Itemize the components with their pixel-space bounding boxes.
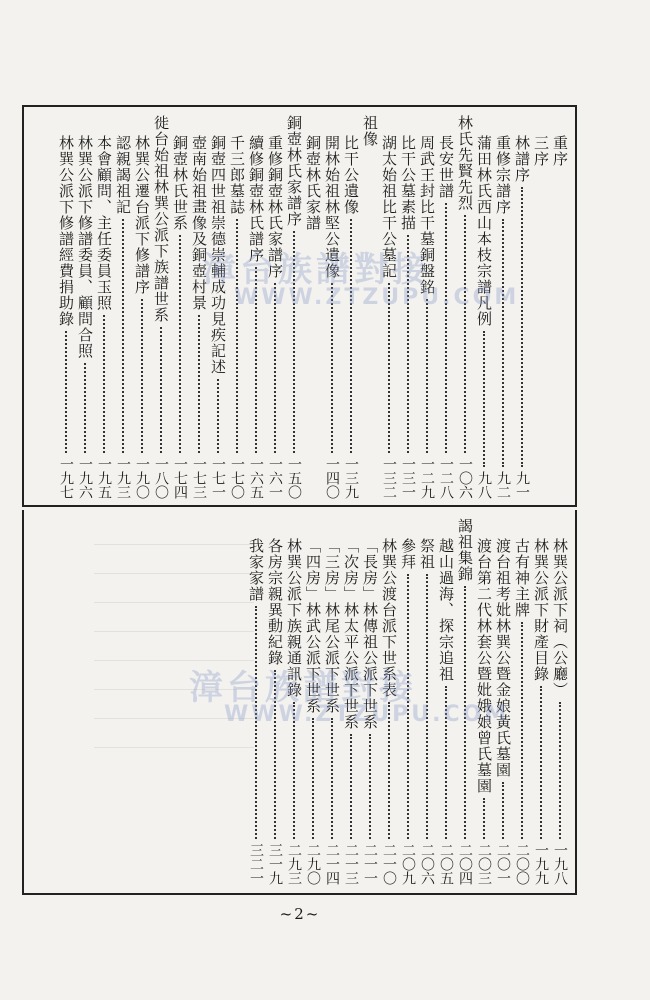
toc-entry [512,518,531,885]
toc-entry-page: 二一三 [343,843,359,885]
toc-entry-title: 續修銅壺林氏譜序 [247,135,265,263]
toc-entry-title: 林氏先賢先烈 [456,115,474,211]
toc-entry-title: 三序 [532,135,550,167]
toc-entry-title: 「三房」林尾公派下世系 [323,538,341,714]
toc-dot-leader [65,331,67,453]
toc-entry-page: 一九〇 [134,457,150,499]
toc-entry [75,115,94,499]
toc-dot-leader [331,718,333,839]
toc-entry-page: 一三九 [343,457,359,499]
toc-entry-page: 二〇五 [438,843,454,885]
toc-entry-page: 二〇一 [495,843,511,885]
watermark-bottom-sub: WWW.ZTZUPU.COM [224,702,510,727]
toc-entry-title: 我家家譜 [247,538,265,602]
toc-entry [132,115,151,499]
toc-entry-title: 各房宗親異動紀錄 [266,538,284,666]
toc-dot-leader [502,219,504,467]
toc-dot-leader [160,327,162,453]
toc-entry-title: 銅壺林氏家譜 [304,135,322,231]
toc-entry [208,115,227,499]
toc-entry-page: 三二一 [248,843,264,885]
toc-entry-page: 九八 [476,471,492,499]
toc-entry-page: 一九五 [96,457,112,499]
toc-entry-page: 三一九 [267,843,283,885]
toc-entry-page: 二〇〇 [514,843,530,885]
watermark-bottom: 漳台族譜對接 [189,668,417,708]
toc-entry-page: 二〇四 [457,843,473,885]
toc-dot-leader [198,315,200,453]
toc-entry [189,115,208,499]
toc-dot-leader [122,219,124,453]
toc-dot-leader [179,235,181,453]
toc-entry-title: 渡台第二代林套公暨妣娥娘曾氏墓園 [475,538,493,794]
toc-entry-title: 祖像 [361,115,379,147]
toc-entry-page: 二一四 [324,843,340,885]
toc-entry-page: 一〇六 [457,457,473,499]
toc-entry-page: 九二 [495,471,511,499]
page-number: ~2~ [279,905,321,923]
toc-dot-leader [312,718,314,839]
toc-entry [151,115,170,499]
toc-entry-title: 林巽公派下修譜經費捐助錄 [57,135,75,327]
toc-entry-page: 二一一 [362,843,378,885]
toc-entry-title: 比干公遺像 [342,135,360,215]
toc-dot-leader [217,379,219,453]
toc-entry [170,115,189,499]
toc-entry [94,115,113,499]
toc-entry-page: 一二九 [419,457,435,499]
toc-entry-title: 祭祖 [418,538,436,570]
toc-entry [550,518,569,885]
toc-entry-title: 古有神主牌 [513,538,531,618]
toc-entry-page: 一九六 [77,457,93,499]
toc-entry-page: 一二八 [438,457,454,499]
toc-entry-page: 一九九 [533,843,549,885]
toc-entry-title: 重修宗譜序 [494,135,512,215]
toc-entry [56,115,75,499]
toc-entry-title: 銅壺林氏家譜序 [285,115,303,227]
toc-entry-page: 二一〇 [381,843,397,885]
toc-entry-title: 銅壺四世祖崇德崇輔成功見疾記述 [209,135,227,375]
toc-dot-leader [521,622,523,839]
toc-dot-leader [483,331,485,467]
toc-entry-page: 一九七 [58,457,74,499]
toc-entry-page: 九一 [514,471,530,499]
toc-entry-title: 越山過海、探宗追祖 [437,538,455,682]
toc-entry-title: 壺南始祖畫像及銅壺村景 [190,135,208,311]
panel-divider [22,505,577,507]
toc-top-panel [22,105,577,507]
toc-entry-title: 比干公墓素描 [399,135,417,231]
toc-entry-page: 二九〇 [305,843,321,885]
toc-entry [531,518,550,885]
toc-entry-page: 一七〇 [229,457,245,499]
toc-dot-leader [84,363,86,453]
toc-entry-page: 一八〇 [153,457,169,499]
toc-entry-title: 「次房」林太平公派下世系 [342,538,360,730]
watermark-top: 漳台族譜對接 [202,250,430,290]
toc-entry-title: 周武王封比干墓銅盤銘 [418,135,436,295]
toc-dot-leader [141,299,143,453]
toc-entry-title: 長安世譜 [437,135,455,199]
toc-entry [550,115,569,499]
toc-entry-page: 二〇九 [400,843,416,885]
toc-entry-page: 一九三 [115,457,131,499]
toc-entry-page: 一三一 [400,457,416,499]
toc-entry-title: 林巽公渡台派下世系表 [380,538,398,698]
toc-entry-title: 本會顧問、主任委員玉照 [95,135,113,311]
toc-entry-title: 「長房」林傳祖公派下世系 [361,538,379,730]
toc-entry-page: 一九八 [552,843,568,885]
toc-dot-leader [426,299,428,453]
toc-entry-title: 重序 [551,135,569,167]
toc-entry-title: 林巽公遷台派下修譜序 [133,135,151,295]
toc-dot-leader [521,187,523,467]
toc-entry-title: 林巽公派下修譜委員、顧問合照 [76,135,94,359]
toc-entry-title: 開林始祖林堅公遺像 [323,135,341,279]
toc-entry-title: 蒲田林氏西山本枝宗譜凡例 [475,135,493,327]
toc-entry-page: 一七四 [172,457,188,499]
toc-entry-title: 林巽公派下財產目錄 [532,538,550,682]
toc-entry-title: 認親謁祖記 [114,135,132,215]
toc-entry-page: 二〇六 [419,843,435,885]
toc-entry-page: 一六一 [267,457,283,499]
toc-entry [531,115,550,499]
toc-dot-leader [103,315,105,453]
toc-entry-page: 一七三 [191,457,207,499]
toc-entry-title: 湖太始祖比干公墓記 [380,135,398,279]
toc-dot-leader [464,215,466,453]
toc-bottom-panel [22,510,577,895]
watermark-top-sub: WWW.ZTZUPU.COM [234,285,520,310]
toc-entry-page: 一四〇 [324,457,340,499]
toc-dot-leader [350,734,352,839]
toc-entry-title: 「四房」林武公派下世系 [304,538,322,714]
toc-entry-page: 一六五 [248,457,264,499]
toc-entry-title: 徙台始祖林巽公派下族譜世系 [152,115,170,323]
toc-dot-leader [559,702,561,839]
toc-entry-page: 一七一 [210,457,226,499]
toc-entry-title: 謁祖集錦 [456,518,474,582]
toc-entry-title: 林譜序 [513,135,531,183]
toc-entry-title: 渡台祖考妣林巽公暨金娘黃氏墓園 [494,538,512,778]
toc-dot-leader [369,734,371,839]
toc-entry-page: 二九三 [286,843,302,885]
toc-entry-page: 二〇三 [476,843,492,885]
toc-dot-leader [445,203,447,453]
toc-entry-title: 銅壺林氏世系 [171,135,189,231]
toc-entry-page: 一三二 [381,457,397,499]
toc-entry-page: 一五〇 [286,457,302,499]
toc-dot-leader [540,686,542,839]
toc-entry-title: 重修銅壺林氏家譜序 [266,135,284,279]
toc-entry [113,115,132,499]
toc-entry-title: 林巽公派下族親通訊錄 [285,538,303,698]
toc-entry-title: 千三郎墓誌 [228,135,246,215]
toc-dot-leader [483,798,485,839]
toc-entry-title: 林巽公派下祠（公廳） [551,538,569,698]
toc-dot-leader [502,782,504,839]
toc-entry-title: 參拜 [399,538,417,570]
